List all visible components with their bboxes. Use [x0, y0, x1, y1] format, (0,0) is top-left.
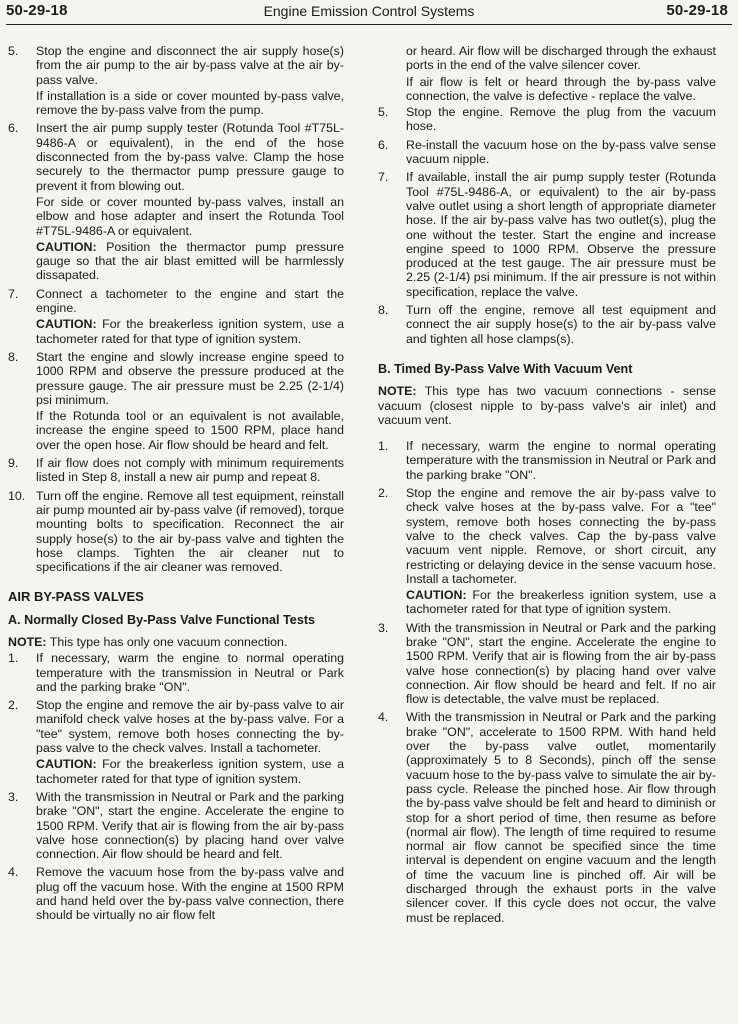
step-paragraph: Stop the engine and disconnect the air supply hose(s) from the air pump to the air by-pass valve at the air by-pass valve.: [36, 44, 344, 87]
step-number: 2.: [378, 486, 389, 501]
right-column: [378, 44, 716, 929]
step-number: 10.: [8, 488, 26, 503]
step-item: [8, 287, 344, 348]
page-title: Engine Emission Control Systems: [263, 3, 475, 19]
caution-note: [406, 588, 716, 617]
step-body: [406, 303, 716, 348]
caution-text: For the breakerless ignition system, use a tachometer rated for that type of ignition system.: [36, 317, 344, 346]
subsection-normally-closed: A. Normally Closed By-Pass Valve Functional Tests: [8, 612, 316, 627]
step-item: [8, 865, 344, 924]
step-paragraph: For side or cover mounted by-pass valves, install an elbow and hose adapter and insert the Rotunda Tool #T75L-9486-A or equivalent.: [36, 194, 344, 238]
continued-paragraph: or heard. Air flow will be discharged through the exhaust ports in the end of the valve silencer cover.: [406, 44, 716, 73]
step-paragraph: Stop the engine and remove the air by-pass valve to check valve hoses at the by-pass valve. For a "tee" system, remove both hoses connecting the by-pass valve to the check valves. Cap the by-pass valve vacuum vent nipple. Remove, or short circuit, any restricting or delaying device in the sense vacuum hose. Install a tachometer.: [406, 486, 716, 586]
step-number: 6.: [378, 137, 389, 152]
step-paragraph: With the transmission in Neutral or Park and the parking brake "ON", start the engine. Accelerate the engine to 1500 RPM. Verify that air is flowing from the air by-pass valve hose connection(s) by placing hand over valve connection. Air flow should be heard and felt. If no air flow is detectable, the valve must be replaced.: [406, 620, 716, 707]
step-number: 1.: [378, 439, 389, 454]
step-item: [378, 138, 716, 169]
step-body: [406, 621, 716, 709]
step-paragraph: Stop the engine and remove the air by-pass valve to air manifold check valve hoses at the by-pass valve. For a "tee" system, remove both hoses connecting the by-pass valve to the check valves. Install a tachometer.: [36, 698, 344, 756]
step-body: [36, 350, 344, 454]
caution-label: CAUTION:: [36, 317, 97, 332]
right-steps-b: [378, 439, 716, 927]
step-paragraph: If installation is a side or cover mounted by-pass valve, remove the by-pass valve from the pump.: [36, 88, 344, 118]
subsection-timed-bypass: B. Timed By-Pass Valve With Vacuum Vent: [378, 361, 633, 376]
step-body: [36, 456, 344, 487]
page-number-left: 50-29-18: [6, 2, 68, 19]
left-steps-b: [8, 651, 344, 924]
step-item: [8, 489, 344, 577]
step-item: [8, 651, 344, 696]
step-number: 5.: [378, 105, 389, 120]
note-text: This type has two vacuum connections - sense vacuum (closest nipple to by-pass valve's air inlet) and vacuum vent.: [378, 384, 717, 427]
step-body: [406, 138, 716, 169]
caution-label: CAUTION:: [36, 757, 97, 772]
step-item: [378, 621, 716, 709]
note-label: NOTE:: [8, 634, 47, 649]
caution-text: For the breakerless ignition system, use a tachometer rated for that type of ignition system.: [36, 757, 344, 786]
step-body: [406, 486, 716, 619]
step-item: [8, 698, 344, 788]
step-body: [406, 170, 716, 301]
caution-note: [36, 240, 344, 283]
right-continuation: [378, 44, 716, 103]
step-paragraph: If the Rotunda tool or an equivalent is not available, increase the engine speed to 1500 RPM, place hand over the open hose. Air flow should be heard and felt.: [36, 409, 344, 452]
step-number: 3.: [378, 620, 389, 635]
step-paragraph: If necessary, warm the engine to normal operating temperature with the transmission in Neutral or Park and the parking brake "ON".: [406, 439, 716, 482]
step-body: [36, 121, 344, 284]
step-body: [36, 287, 344, 348]
caution-text: Position the thermactor pump pressure gauge so that the air blast emitted will be harmlessly dissapated.: [36, 239, 344, 283]
step-item: [378, 105, 716, 136]
page-header: [6, 2, 732, 25]
step-number: 7.: [8, 286, 19, 301]
step-body: [36, 790, 344, 863]
step-body: [406, 439, 716, 484]
step-item: [8, 456, 344, 487]
step-number: 1.: [8, 651, 19, 666]
step-item: [378, 303, 716, 348]
step-number: 8.: [8, 349, 19, 364]
step-paragraph: Remove the vacuum hose from the by-pass valve and plug off the vacuum hose. With the engine at 1500 RPM and hand held over the by-pass valve connection, there should be virtually no air flow felt: [36, 865, 344, 923]
step-number: 7.: [378, 170, 389, 185]
step-paragraph: If air flow does not comply with minimum requirements listed in Step 8, install a new air pump and repeat 8.: [36, 456, 344, 485]
step-paragraph: If necessary, warm the engine to normal operating temperature with the transmission in Neutral or Park and the parking brake "ON".: [36, 651, 344, 694]
note-left: [8, 635, 344, 649]
step-paragraph: Stop the engine. Remove the plug from the vacuum hose.: [406, 105, 716, 134]
step-number: 8.: [378, 303, 389, 318]
step-number: 5.: [8, 44, 19, 58]
left-steps-a: [8, 44, 344, 576]
step-body: [36, 865, 344, 924]
step-body: [406, 710, 716, 926]
step-item: [378, 439, 716, 484]
step-paragraph: Insert the air pump supply tester (Rotunda Tool #T75L-9486-A or equivalent), in the end of the hose disconnected from the by-pass valve. Clamp the hose securely to the thermactor pump pressure gauge to prevent it from blowing out.: [36, 121, 344, 193]
note-label: NOTE:: [378, 384, 417, 399]
step-item: [378, 170, 716, 301]
caution-note: [36, 317, 344, 346]
continued-paragraph: If air flow is felt or heard through the by-pass valve connection, the valve is defective - replace the valve.: [406, 74, 716, 103]
section-title-air-bypass-valves: AIR BY-PASS VALVES: [8, 589, 144, 605]
step-item: [8, 350, 344, 454]
step-paragraph: Turn off the engine. Remove all test equipment, reinstall air pump mounted air by-pass valve (if removed), torque mounting bolts to specification. Reconnect the air supply hose(s) to the air by-pass valve and tighten the hose clamps. Tighten the air cleaner nut to specifications if the air cleaner was removed.: [36, 488, 344, 575]
note-text: This type has only one vacuum connection.: [49, 634, 288, 649]
step-paragraph: Re-install the vacuum hose on the by-pass valve sense vacuum nipple.: [406, 137, 716, 167]
step-number: 3.: [8, 789, 19, 804]
step-body: [406, 105, 716, 136]
step-paragraph: If available, install the air pump supply tester (Rotunda Tool #75L-9486-A, or equivalent) to the air by-pass valve outlet using a short length of appropriate diameter hose. If the air by-pass valve has two outlet(s), plug the one without the tester. Start the engine and increase engine speed to 1000 RPM. Observe the pressure produced at the test gauge. The air pressure must be 2.25 (2-1/4) psi minimum. If the air pressure is not within specification, replace the valve.: [406, 170, 716, 299]
step-number: 4.: [378, 710, 389, 725]
step-number: 2.: [8, 698, 19, 713]
left-column: [8, 44, 344, 927]
step-body: [36, 44, 344, 119]
step-item: [8, 44, 344, 119]
step-item: [8, 121, 344, 284]
step-number: 6.: [8, 121, 19, 136]
caution-text: For the breakerless ignition system, use a tachometer rated for that type of ignition system.: [406, 588, 716, 617]
caution-label: CAUTION:: [406, 588, 467, 603]
page-number-right: 50-29-18: [666, 2, 728, 19]
step-paragraph: With the transmission in Neutral or Park and the parking brake "ON", accelerate to 1500 RPM. With hand held over the by-pass valve outlet, momentarily (approximately 5 to 8 Seconds), pinch off the sense vacuum hose to the by-pass valve to simulate the air by-pass cycle. Release the pinched hose. Air flow through the by-pass valve should be felt and heard to diminish or stop for a short period of time, then resume as before (normal air flow). The length of time required to resume normal air flow cannot be specified since the time interval is dependent on engine vacuum and the length of time the vacuum line is pinched off. Air will be discharged through the exhaust ports in the valve silencer cover. If this cycle does not occur, the valve must be replaced.: [406, 710, 716, 925]
step-item: [378, 710, 716, 926]
step-number: 9.: [8, 456, 19, 471]
step-item: [8, 790, 344, 863]
step-number: 4.: [8, 865, 19, 880]
step-body: [36, 698, 344, 788]
step-paragraph: With the transmission in Neutral or Park and the parking brake "ON", start the engine. Accelerate the engine to 1500 RPM. Verify that air is flowing from the air by-pass valve hose connection(s) by placing hand over valve connection. Air flow should be heard and felt.: [36, 789, 344, 862]
step-paragraph: Start the engine and slowly increase engine speed to 1000 RPM and observe the pressure produced at the pressure gauge. The air pressure must be 2.25 (2-1/4) psi minimum.: [36, 349, 344, 407]
note-right: [378, 384, 716, 427]
step-item: [378, 486, 716, 619]
right-steps-a: [378, 105, 716, 348]
step-body: [36, 651, 344, 696]
step-paragraph: Turn off the engine, remove all test equipment and connect the air supply hose(s) to the air by-pass valve and tighten all hose clamps(s).: [406, 303, 716, 346]
caution-label: CAUTION:: [36, 239, 97, 254]
step-body: [36, 489, 344, 577]
caution-note: [36, 757, 344, 786]
step-paragraph: Connect a tachometer to the engine and start the engine.: [36, 286, 344, 316]
